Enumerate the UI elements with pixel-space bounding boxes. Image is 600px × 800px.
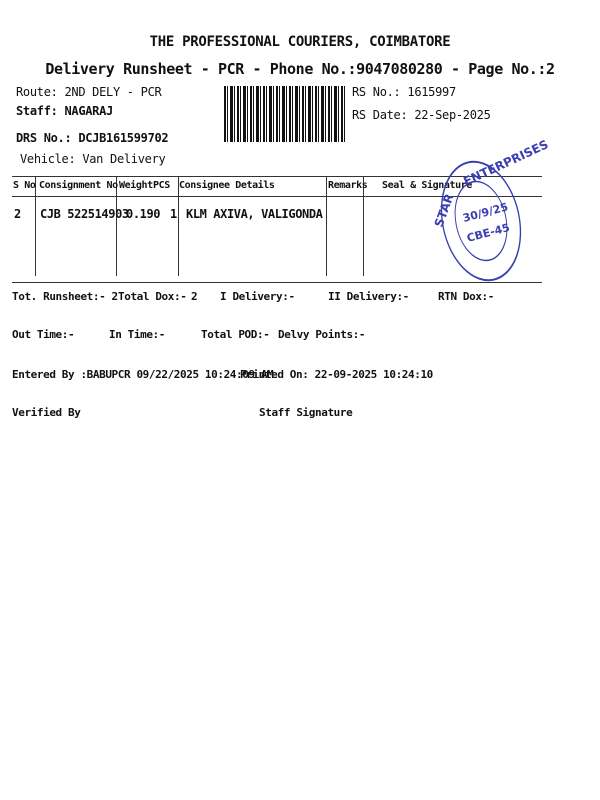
in-time: In Time:- [109, 328, 166, 341]
total-dox-value: 2 [191, 290, 198, 303]
row-consignment-no: CJB 522514903 [40, 207, 129, 221]
verified-by: Verified By [12, 406, 81, 419]
header-consignment-no: Consignment No [39, 180, 118, 191]
header-remarks: Remarks [328, 180, 368, 191]
column-divider [178, 176, 179, 276]
delivery-points: Delvy Points:- [278, 328, 366, 341]
company-seal-stamp [431, 137, 551, 290]
svg-text:ENTERPRISES: ENTERPRISES [461, 137, 551, 189]
rs-number: RS No.: 1615997 [352, 85, 456, 99]
i-delivery: I Delivery:- [220, 290, 295, 303]
svg-text:STAR: STAR [431, 191, 457, 230]
entered-by: Entered By :BABUPCR 09/22/2025 10:24:09 AM [12, 368, 274, 381]
barcode [224, 86, 346, 142]
header-sno: S No [13, 180, 36, 191]
column-divider [35, 176, 36, 276]
rs-date: RS Date: 22-Sep-2025 [352, 108, 491, 122]
rtn-dox: RTN Dox:- [438, 290, 495, 303]
drs-number: DRS No.: DCJB161599702 [16, 131, 169, 145]
header-seal-signature: Seal & Signature [382, 180, 472, 191]
ii-delivery: II Delivery:- [328, 290, 409, 303]
staff-signature: Staff Signature [259, 406, 353, 419]
printed-on: Printed On: 22-09-2025 10:24:10 [240, 368, 433, 381]
company-title: THE PROFESSIONAL COURIERS, COIMBATORE [149, 34, 451, 50]
out-time: Out Time:- [12, 328, 75, 341]
stamp-date: 30/9/25 [461, 200, 510, 225]
row-weight: 0.190 [126, 207, 161, 221]
row-pcs: 1 [170, 207, 177, 221]
route-info: Route: 2ND DELY - PCR [16, 85, 162, 99]
column-divider [326, 176, 327, 276]
row-sno: 2 [14, 207, 21, 221]
vehicle-info: Vehicle: Van Delivery [20, 152, 166, 166]
total-runsheet: Tot. Runsheet:- 2 [12, 290, 118, 303]
header-pcs: PCS [153, 180, 170, 191]
stamp-code: CBE-45 [465, 220, 512, 245]
total-dox-label: Total Dox:- [118, 290, 187, 303]
staff-info: Staff: NAGARAJ [16, 104, 113, 118]
column-divider [363, 176, 364, 276]
total-pod: Total POD:- [201, 328, 270, 341]
header-consignee-details: Consignee Details [179, 180, 275, 191]
runsheet-subtitle: Delivery Runsheet - PCR - Phone No.:9047080280 - Page No.:2 [45, 60, 555, 78]
row-consignee: KLM AXIVA, VALIGONDA [186, 207, 323, 221]
column-divider [116, 176, 117, 276]
header-weight: Weight [119, 180, 153, 191]
